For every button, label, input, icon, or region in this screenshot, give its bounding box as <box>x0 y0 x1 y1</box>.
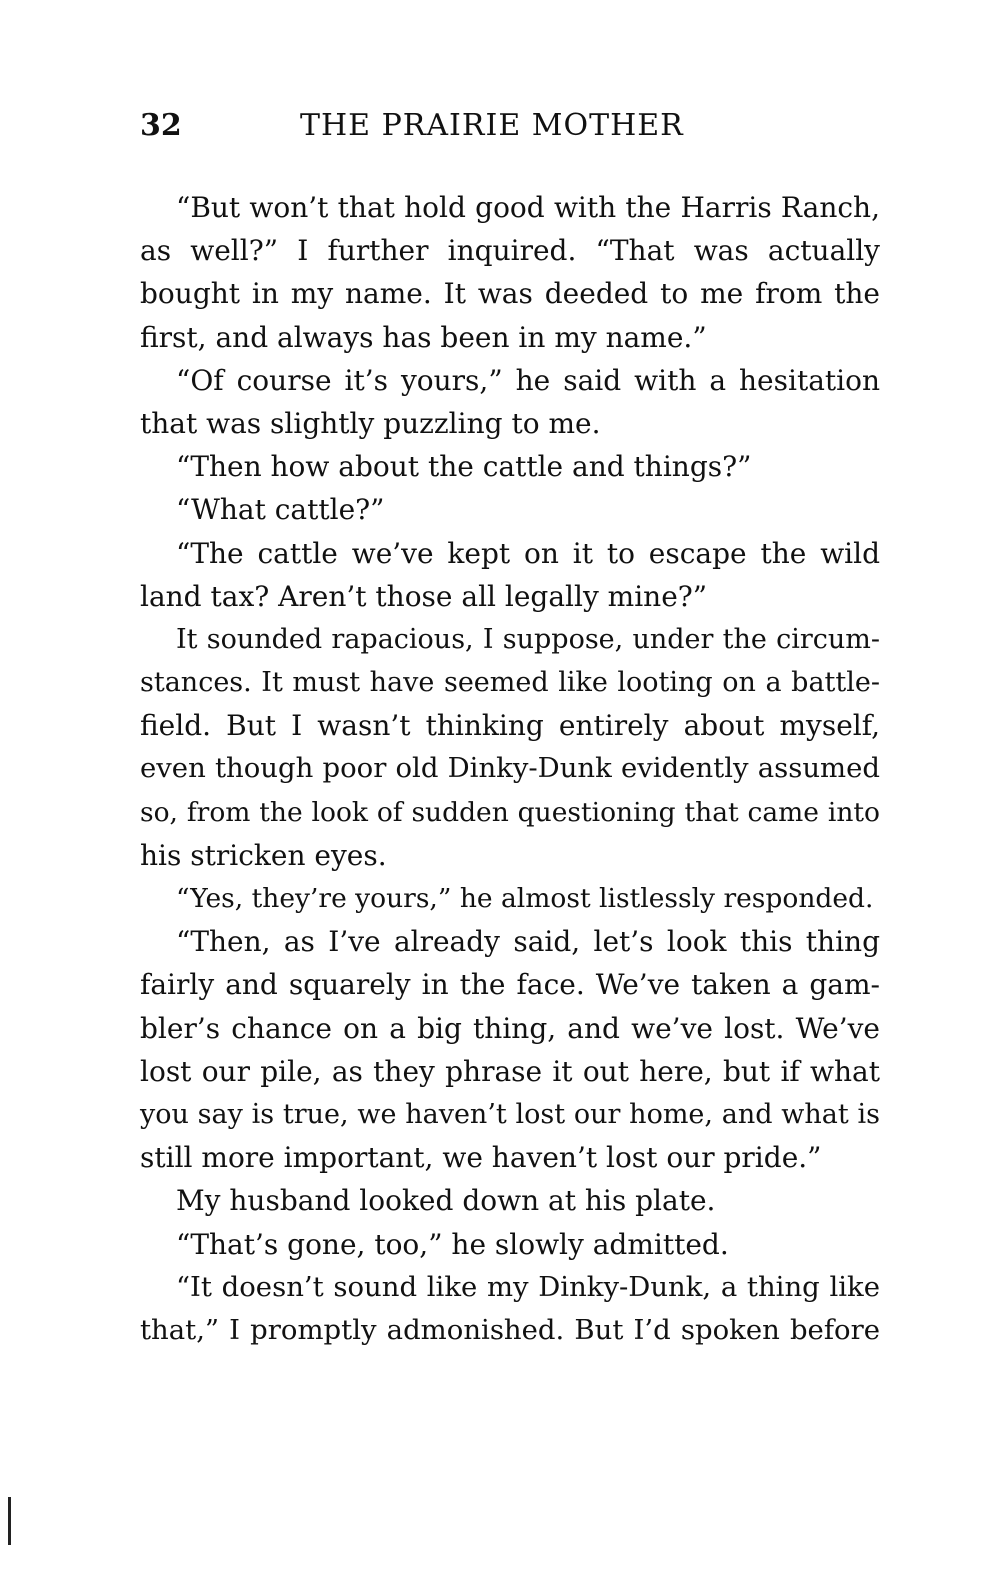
text-line: first, and always has been in my name.” <box>140 320 707 354</box>
text-line: “It doesn’t sound like my Dinky-Dunk, a thing like <box>176 1270 880 1303</box>
text-line: land tax? Aren’t those all legally mine?” <box>140 579 708 613</box>
body-text <box>140 186 880 1352</box>
scan-mark <box>8 1497 11 1545</box>
text-line: stances. It must have seemed like looting on a battle- <box>140 667 880 699</box>
text-line: field. But I wasn’t thinking entirely about myself, <box>140 709 880 743</box>
text-line: “Then how about the cattle and things?” <box>176 450 752 484</box>
page-header <box>140 108 880 148</box>
text-line: “That’s gone, too,” he slowly admitted. <box>176 1227 729 1261</box>
text-line: “But won’t that hold good with the Harris Ranch, <box>176 191 880 224</box>
text-line: It sounded rapacious, I suppose, under the circum- <box>176 623 880 655</box>
text-line: “Of course it’s yours,” he said with a hesitation <box>176 363 880 397</box>
text-line: My husband looked down at his plate. <box>176 1184 716 1218</box>
text-line: “Yes, they’re yours,” he almost listlessly responded. <box>176 883 874 914</box>
text-line: lost our pile, as they phrase it out here, but if what <box>140 1054 880 1088</box>
text-line: “What cattle?” <box>176 493 385 527</box>
text-line: as well?” I further inquired. “That was actually <box>140 234 880 268</box>
text-line: so, from the look of sudden questioning that came into <box>140 796 880 828</box>
text-line: “Then, as I’ve already said, let’s look this thing <box>176 925 880 959</box>
running-title: THE PRAIRIE MOTHER <box>300 108 684 143</box>
text-line: even though poor old Dinky-Dunk evidently assumed <box>140 752 880 785</box>
text-line: fairly and squarely in the face. We’ve taken a gam- <box>140 968 880 1002</box>
text-line: that was slightly puzzling to me. <box>140 406 601 440</box>
page-number: 32 <box>140 108 182 143</box>
text-line: you say is true, we haven’t lost our home, and what is <box>140 1098 880 1130</box>
text-line: his stricken eyes. <box>140 838 387 872</box>
text-line: bler’s chance on a big thing, and we’ve lost. We’ve <box>140 1011 880 1045</box>
text-line: bought in my name. It was deeded to me from the <box>140 277 880 311</box>
text-line: still more important, we haven’t lost our pride.” <box>140 1141 822 1175</box>
text-line: that,” I promptly admonished. But I’d spoken before <box>140 1313 880 1346</box>
text-line: “The cattle we’ve kept on it to escape the wild <box>176 536 880 570</box>
